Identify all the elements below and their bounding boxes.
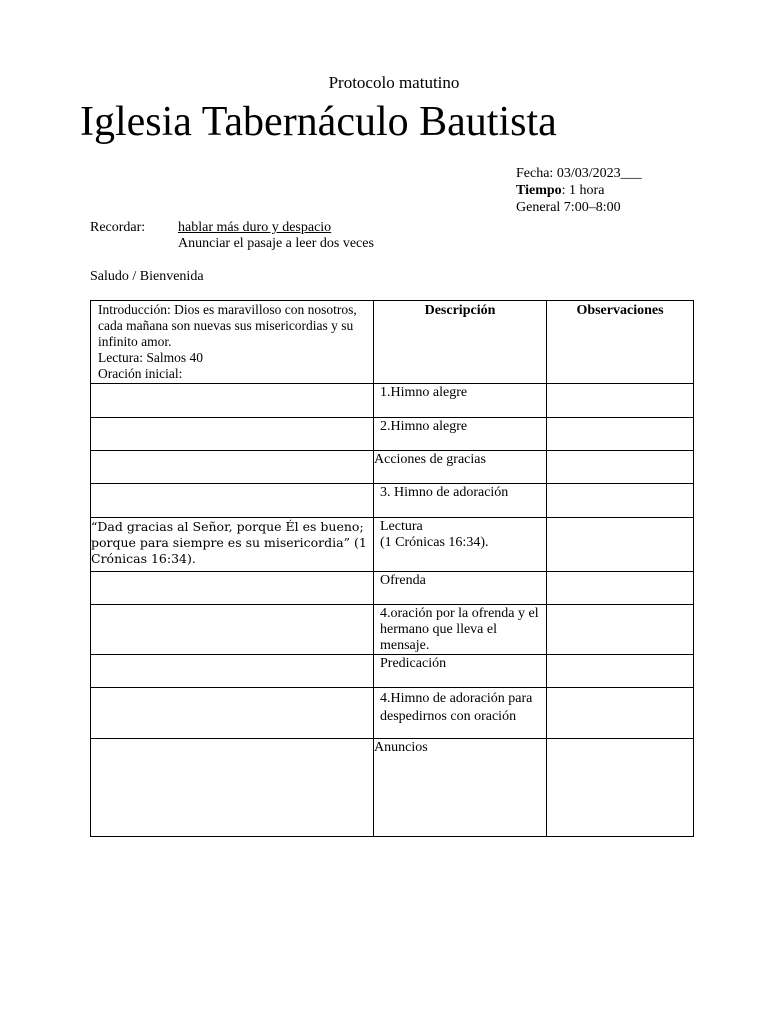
table-row-header bbox=[91, 301, 694, 384]
description-cell: Acciones de gracias bbox=[374, 451, 547, 484]
table-row bbox=[91, 418, 694, 451]
table-row bbox=[91, 655, 694, 688]
description-cell: Anuncios bbox=[374, 739, 547, 837]
intro-line: Oración inicial: bbox=[98, 366, 183, 381]
column-header-descripcion: Descripción bbox=[374, 301, 547, 384]
description-cell bbox=[374, 688, 547, 739]
table-row bbox=[91, 605, 694, 655]
observaciones-cell bbox=[547, 484, 694, 518]
table-row bbox=[91, 451, 694, 484]
quote-line: porque para siempre es su misericordia” (1 bbox=[91, 535, 367, 550]
left-cell bbox=[91, 688, 374, 739]
description-line: (1 Crónicas 16:34). bbox=[380, 535, 489, 550]
description-cell: 1.Himno alegre bbox=[374, 384, 547, 418]
intro-line: Introducción: Dios es maravilloso con nosotros, bbox=[98, 302, 357, 317]
left-cell bbox=[91, 605, 374, 655]
recordar-label: Recordar: bbox=[90, 220, 146, 235]
intro-cell bbox=[91, 301, 374, 384]
table-row bbox=[91, 572, 694, 605]
bible-quote-cell bbox=[91, 518, 374, 572]
intro-line: Lectura: Salmos 40 bbox=[98, 350, 203, 365]
description-line: 4.Himno de adoración para bbox=[380, 691, 533, 706]
observaciones-cell bbox=[547, 518, 694, 572]
description-line: hermano que lleva el bbox=[380, 622, 498, 637]
tiempo bbox=[516, 183, 604, 199]
document-title: Iglesia Tabernáculo Bautista bbox=[80, 99, 557, 145]
intro-line: infinito amor. bbox=[98, 334, 172, 349]
description-line: Lectura bbox=[380, 519, 423, 534]
left-cell bbox=[91, 418, 374, 451]
left-cell bbox=[91, 572, 374, 605]
tiempo-value: : 1 hora bbox=[561, 183, 605, 198]
fecha: Fecha: 03/03/2023___ bbox=[516, 166, 642, 181]
intro-line: cada mañana son nuevas sus misericordias y su bbox=[98, 318, 354, 333]
recordar-line-2: Anunciar el pasaje a leer dos veces bbox=[178, 236, 374, 251]
left-cell bbox=[91, 384, 374, 418]
table-row bbox=[91, 739, 694, 837]
left-cell bbox=[91, 451, 374, 484]
table-row bbox=[91, 518, 694, 572]
description-line: mensaje. bbox=[380, 638, 430, 653]
table-row bbox=[91, 484, 694, 518]
quote-line: “Dad gracias al Señor, porque Él es bueno; bbox=[91, 519, 364, 534]
description-cell: 3. Himno de adoración bbox=[374, 484, 547, 518]
observaciones-cell bbox=[547, 451, 694, 484]
recordar-line-1: hablar más duro y despacio bbox=[178, 220, 332, 235]
left-cell bbox=[91, 655, 374, 688]
general-time: General 7:00–8:00 bbox=[516, 200, 621, 215]
left-cell bbox=[91, 739, 374, 837]
description-line: despedirnos con oración bbox=[380, 709, 517, 724]
observaciones-cell bbox=[547, 739, 694, 837]
tiempo-label: Tiempo bbox=[516, 183, 562, 198]
column-header-observaciones: Observaciones bbox=[547, 301, 694, 384]
left-cell bbox=[91, 484, 374, 518]
description-cell bbox=[374, 605, 547, 655]
description-cell bbox=[374, 518, 547, 572]
observaciones-cell bbox=[547, 655, 694, 688]
observaciones-cell bbox=[547, 418, 694, 451]
quote-line: Crónicas 16:34). bbox=[91, 551, 196, 566]
table-row bbox=[91, 384, 694, 418]
description-cell: 2.Himno alegre bbox=[374, 418, 547, 451]
description-line: 4.oración por la ofrenda y el bbox=[380, 606, 539, 621]
observaciones-cell bbox=[547, 572, 694, 605]
observaciones-cell bbox=[547, 605, 694, 655]
protocol-table bbox=[90, 300, 694, 837]
observaciones-cell bbox=[547, 688, 694, 739]
observaciones-cell bbox=[547, 384, 694, 418]
table-row bbox=[91, 688, 694, 739]
document-subtitle: Protocolo matutino bbox=[328, 73, 460, 92]
description-cell: Ofrenda bbox=[374, 572, 547, 605]
saludo-bienvenida: Saludo / Bienvenida bbox=[90, 269, 204, 284]
description-cell: Predicación bbox=[374, 655, 547, 688]
